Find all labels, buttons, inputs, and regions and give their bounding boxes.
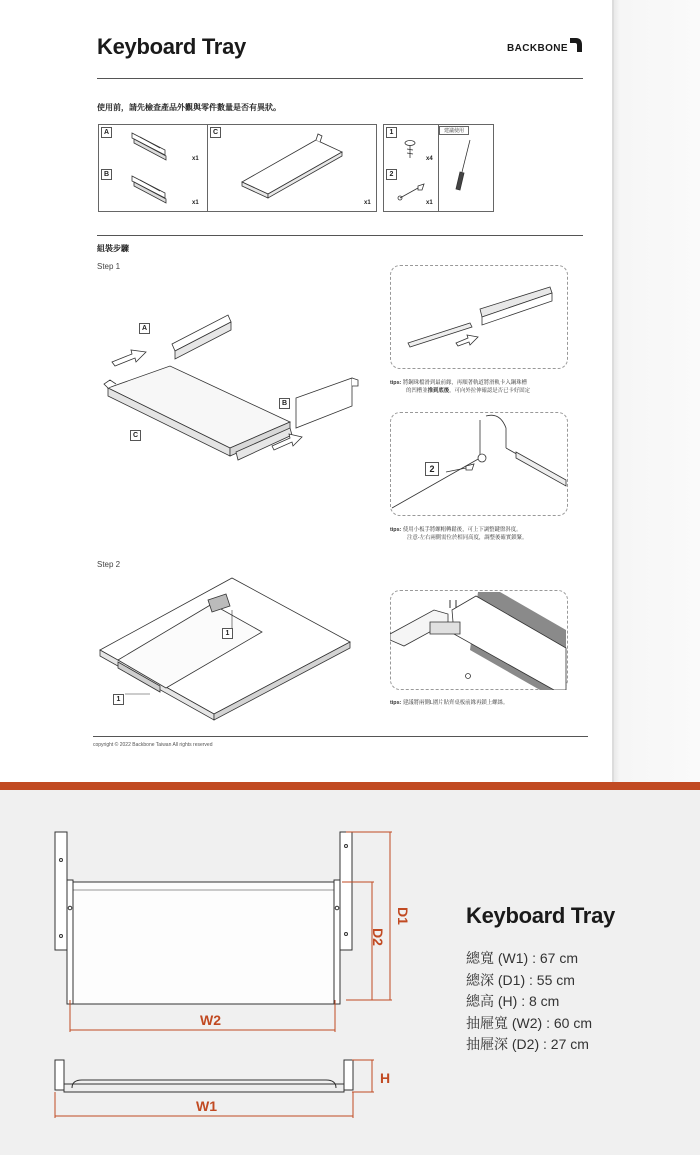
step-1-label: Step 1 xyxy=(97,262,121,271)
spec-drawer-width: 抽屜寬 (W2) : 60 cm xyxy=(466,1015,593,1031)
dim-label-d2: D2 xyxy=(369,928,386,946)
recommend-badge: 建議使用 xyxy=(439,126,469,135)
part-tag-a: A xyxy=(101,127,112,138)
part-qty-2: x1 xyxy=(426,200,433,206)
part-tag-2: 2 xyxy=(386,169,397,180)
assembly-heading: 組裝步驟 xyxy=(97,244,129,253)
tip-3-text xyxy=(390,699,590,707)
dim-label-w2: W2 xyxy=(200,1012,221,1028)
step1-tag-c: C xyxy=(130,430,141,441)
dim-label-d1: D1 xyxy=(394,907,411,925)
tip-1-line-2a: 的凹槽並 xyxy=(406,388,428,394)
step1-tag-tool-2: 2 xyxy=(425,462,439,476)
part-tag-c: C xyxy=(210,127,221,138)
part-tag-1: 1 xyxy=(386,127,397,138)
parts-check-note: 使用前，請先檢查產品外觀與零件數量是否有異狀。 xyxy=(97,103,281,112)
part-qty-a: x1 xyxy=(192,156,199,162)
tip-2-line-2: 注意-左右兩側需位於相同高度，調整後確實鎖緊。 xyxy=(407,535,528,541)
tip-3-drawing xyxy=(390,590,568,690)
step2-tag-screw-b: 1 xyxy=(113,694,124,705)
tip-2-prefix: tips: xyxy=(390,527,402,533)
tip-1-prefix: tips: xyxy=(390,380,402,386)
spec-total-height: 總高 (H) : 8 cm xyxy=(466,993,560,1009)
spec-total-depth: 總深 (D1) : 55 cm xyxy=(466,972,575,988)
spec-total-width: 總寬 (W1) : 67 cm xyxy=(466,950,579,966)
tip-3-prefix: tips: xyxy=(390,700,402,706)
part-qty-1: x4 xyxy=(426,156,433,162)
tip-3-line-1: 建議將兩側L圍片貼齊桌板前緣再鎖上螺絲。 xyxy=(402,700,509,706)
step2-tag-screw-a: 1 xyxy=(222,628,233,639)
spec-drawer-depth: 抽屜深 (D2) : 27 cm xyxy=(466,1036,589,1052)
copyright-text: copyright © 2022 Backbone Taiwan All rights reserved xyxy=(93,742,213,748)
part-tag-b: B xyxy=(101,169,112,180)
accent-divider-band xyxy=(0,782,700,790)
step1-tag-a: A xyxy=(139,323,150,334)
spec-title: Keyboard Tray xyxy=(466,903,615,928)
step-2-label: Step 2 xyxy=(97,560,121,569)
tip-1-line-2b: ，可向外拉伸確認是否已卡好固定 xyxy=(449,388,531,394)
brand-name: BACKBONE xyxy=(507,43,568,54)
step1-tag-b: B xyxy=(279,398,290,409)
tip-1-line-1: 將鋼珠檔滑到最前緣，再順著軌道將滑軌卡入鋼珠槽 xyxy=(402,380,527,386)
tip-2-line-1: 使用小板手將螺帽轉鬆後，可上下調整鍵盤斜度。 xyxy=(402,527,522,533)
part-qty-b: x1 xyxy=(192,200,199,206)
dimension-drawing xyxy=(0,790,460,1155)
footer-rule xyxy=(93,736,588,737)
tip-1-line-2-bold: 推到底後 xyxy=(427,388,450,394)
dim-label-w1: W1 xyxy=(196,1098,217,1114)
sheet-title: Keyboard Tray xyxy=(97,34,246,59)
part-qty-c: x1 xyxy=(364,200,371,206)
dim-label-h: H xyxy=(380,1070,391,1086)
